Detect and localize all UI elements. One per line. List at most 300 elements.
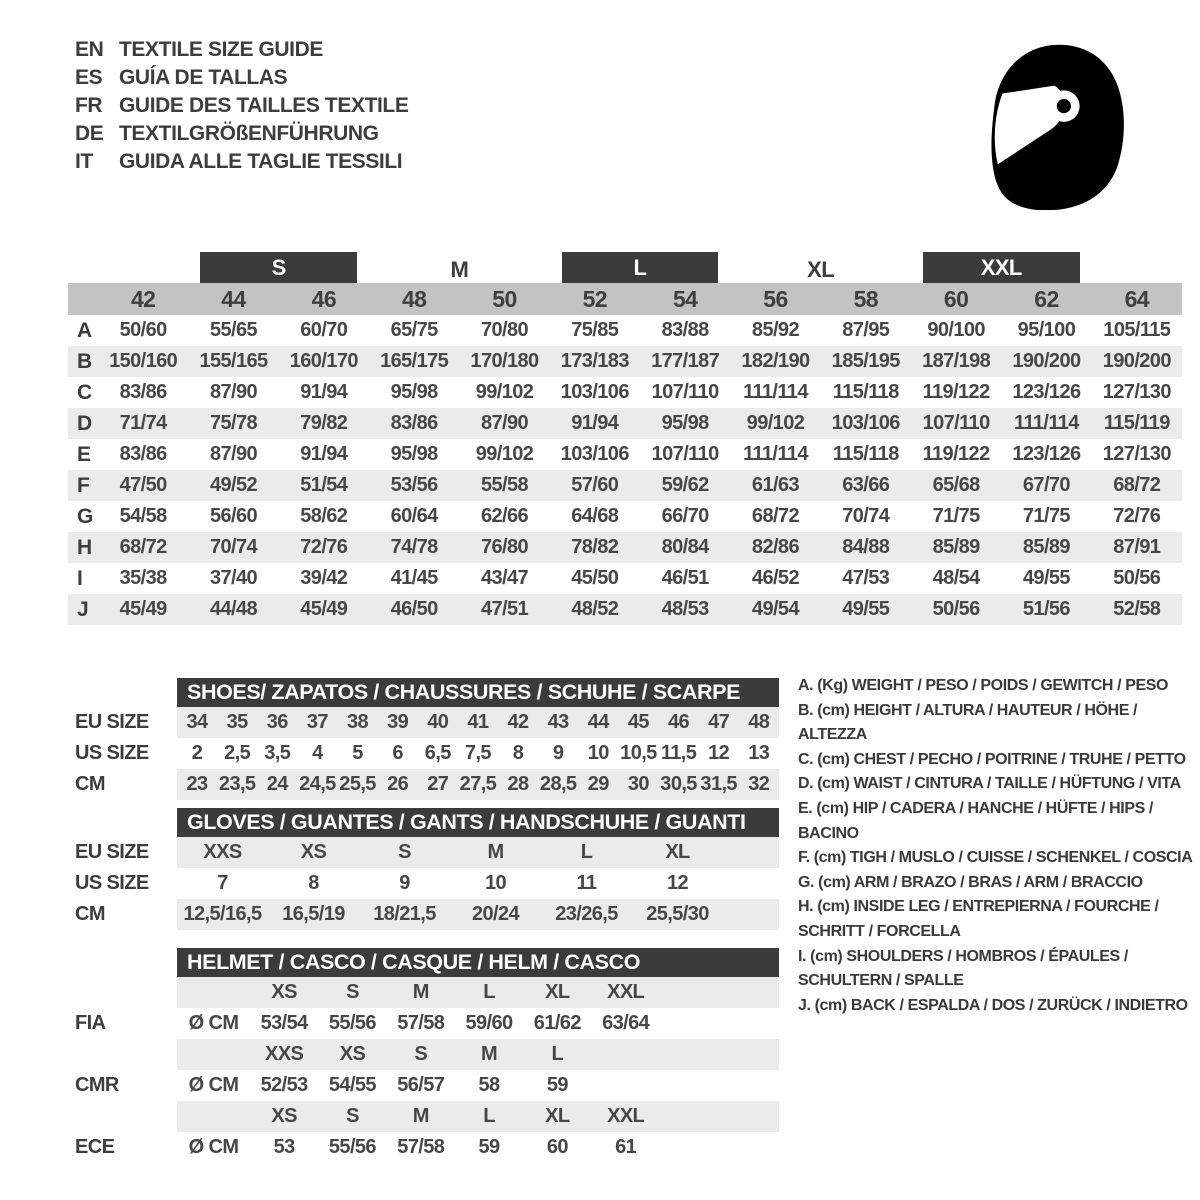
value-cell: 20/24 xyxy=(471,903,520,925)
size-cell: 103/106 xyxy=(560,443,629,465)
size-cell: 87/95 xyxy=(842,319,890,341)
size-cell: 75/85 xyxy=(571,319,619,341)
size-cell: 85/92 xyxy=(751,319,799,341)
value-cell: 3,5 xyxy=(264,742,291,764)
size-cell: 55/58 xyxy=(480,474,528,496)
value-cell: 12,5/16,5 xyxy=(183,903,262,925)
size-cell: 45/50 xyxy=(571,567,619,589)
helmet-size-label: XXS xyxy=(265,1043,304,1065)
helmet-values-band xyxy=(177,1132,779,1163)
size-cell: 99/102 xyxy=(475,443,534,465)
helmet-values-row xyxy=(68,1008,788,1039)
size-cell: 99/102 xyxy=(475,381,534,403)
helmet-sizes-band xyxy=(177,977,779,1008)
gloves-rows xyxy=(68,837,788,930)
size-cell: 85/89 xyxy=(932,536,980,558)
size-cell: 55/65 xyxy=(209,319,258,341)
value-cell: 23,5 xyxy=(218,773,256,795)
value-cell: 38 xyxy=(347,711,369,733)
size-cell: 72/76 xyxy=(1113,505,1161,527)
size-cell: 37/40 xyxy=(209,567,258,589)
size-cell: 51/56 xyxy=(1022,598,1070,620)
row-label: F xyxy=(77,473,90,497)
size-cell: 111/114 xyxy=(1014,412,1079,434)
size-cell: 71/74 xyxy=(119,412,167,434)
value-cell: 6 xyxy=(392,742,403,764)
size-cell: 95/98 xyxy=(661,412,709,434)
size-cell: 41/45 xyxy=(390,567,438,589)
value-cell: 10 xyxy=(484,872,507,894)
size-cell: 44/48 xyxy=(209,598,258,620)
legend-line: H. (cm) INSIDE LEG / ENTREPIERNA / FOURCHE / xyxy=(798,898,1159,916)
diameter-unit-label: Ø CM xyxy=(188,1074,239,1096)
size-cell: 79/82 xyxy=(300,412,348,434)
racing-helmet-icon xyxy=(975,40,1137,210)
value-cell: 28 xyxy=(507,773,529,795)
gloves-band xyxy=(177,868,779,899)
helmet-size-label: XXL xyxy=(607,981,645,1003)
value-cell: 30 xyxy=(627,773,649,795)
shoes-row xyxy=(68,769,788,800)
size-cell: 48/54 xyxy=(932,567,980,589)
value-cell: 16,5/19 xyxy=(282,903,345,925)
helmet-value-cell: 53/54 xyxy=(260,1012,308,1034)
language-code: FR xyxy=(75,94,103,117)
measurement-row xyxy=(68,532,1182,563)
size-cell: 49/55 xyxy=(842,598,890,620)
size-cell: 111/114 xyxy=(743,381,808,403)
size-cell: 127/130 xyxy=(1102,381,1171,403)
size-cell: 150/160 xyxy=(109,350,178,372)
value-cell: 43 xyxy=(547,711,569,733)
value-cell: 31,5 xyxy=(700,773,737,795)
helmet-value-cell: 54/55 xyxy=(328,1074,376,1096)
size-band-m xyxy=(369,252,550,283)
helmet-sizes-band xyxy=(177,1039,779,1070)
helmet-size-label: S xyxy=(346,1105,359,1127)
helmet-size-label: L xyxy=(483,1105,495,1127)
size-cell: 190/200 xyxy=(1102,350,1171,372)
helmet-values-row xyxy=(68,1070,788,1101)
row-label: I xyxy=(77,566,83,590)
size-cell: 173/183 xyxy=(560,350,629,372)
size-cell: 107/110 xyxy=(651,443,719,465)
section-row-label: EU SIZE xyxy=(75,841,149,863)
size-cell: 60/64 xyxy=(390,505,438,527)
column-header: 56 xyxy=(763,285,788,312)
size-cell: 84/88 xyxy=(842,536,890,558)
diameter-unit-label: Ø CM xyxy=(188,1136,239,1158)
measurement-row xyxy=(68,377,1182,408)
value-cell: 39 xyxy=(387,711,409,733)
helmet-standard-label: ECE xyxy=(75,1136,115,1158)
legend-item xyxy=(798,945,1198,994)
language-title: TEXTILE SIZE GUIDE xyxy=(119,38,323,61)
size-cell: 63/66 xyxy=(842,474,890,496)
measurement-row xyxy=(68,594,1182,625)
size-cell: 50/60 xyxy=(119,319,167,341)
legend-line: SCHRITT / FORCELLA xyxy=(798,922,961,940)
legend-line: E. (cm) HIP / CADERA / HANCHE / HÜFTE / HIPS / BACINO xyxy=(798,799,1153,842)
size-cell: 71/75 xyxy=(1022,505,1070,527)
helmet-size-label: XS xyxy=(339,1043,366,1065)
size-cell: 61/63 xyxy=(751,474,799,496)
measurement-legend xyxy=(798,674,1198,1018)
size-band-box: XXL xyxy=(923,252,1080,283)
value-cell: 7,5 xyxy=(464,742,491,764)
size-cell: 87/90 xyxy=(209,443,258,465)
diameter-unit-label: Ø CM xyxy=(188,1012,239,1034)
value-cell: 9 xyxy=(399,872,410,894)
size-cell: 170/180 xyxy=(470,350,539,372)
language-code: IT xyxy=(75,150,93,173)
legend-line: G. (cm) ARM / BRAZO / BRAS / ARM / BRACCIO xyxy=(798,873,1143,891)
size-cell: 91/94 xyxy=(300,443,348,465)
gloves-row xyxy=(68,837,788,868)
column-header: 50 xyxy=(492,285,517,312)
size-cell: 48/53 xyxy=(661,598,709,620)
size-cell: 49/55 xyxy=(1022,567,1070,589)
helmet-size-label: L xyxy=(483,981,495,1003)
value-cell: 40 xyxy=(427,711,449,733)
size-cell: 76/80 xyxy=(480,536,528,558)
size-cell: 70/74 xyxy=(842,505,890,527)
size-cell: 43/47 xyxy=(480,567,528,589)
value-cell: 4 xyxy=(312,742,323,764)
value-cell: 34 xyxy=(186,711,208,733)
language-row xyxy=(75,64,408,92)
size-cell: 87/90 xyxy=(480,412,528,434)
size-cell: 70/74 xyxy=(209,536,258,558)
legend-item xyxy=(798,674,1198,699)
size-cell: 187/198 xyxy=(922,350,991,372)
size-cell: 48/52 xyxy=(571,598,619,620)
value-cell: 2 xyxy=(191,742,203,764)
value-cell: M xyxy=(487,841,504,863)
gloves-band xyxy=(177,899,779,930)
value-cell: 23 xyxy=(186,773,208,795)
measurement-row xyxy=(68,563,1182,594)
helmet-size-label: XS xyxy=(271,1105,297,1127)
size-cell: 103/106 xyxy=(560,381,629,403)
value-cell: 24,5 xyxy=(299,773,336,795)
helmet-value-cell: 52/53 xyxy=(260,1074,308,1096)
value-cell: 9 xyxy=(552,742,564,764)
size-cell: 65/68 xyxy=(932,474,980,496)
size-cell: 50/56 xyxy=(932,598,980,620)
value-cell: 48 xyxy=(748,711,770,733)
measurement-row xyxy=(68,501,1182,532)
value-cell: 37 xyxy=(306,711,328,733)
size-cell: 46/50 xyxy=(390,598,438,620)
section-row-label: US SIZE xyxy=(75,742,149,764)
value-cell: 25,5/30 xyxy=(646,903,709,925)
value-cell: L xyxy=(580,841,593,863)
section-row-label: EU SIZE xyxy=(75,711,149,733)
size-cell: 115/118 xyxy=(832,443,899,465)
size-cell: 47/53 xyxy=(842,567,890,589)
value-cell: 5 xyxy=(352,742,363,764)
size-cell: 65/75 xyxy=(390,319,438,341)
helmet-value-cell: 61 xyxy=(615,1136,637,1158)
size-cell: 74/78 xyxy=(390,536,438,558)
row-label: G xyxy=(77,504,93,528)
size-cell: 87/90 xyxy=(209,381,258,403)
helmet-standard-label: CMR xyxy=(75,1074,119,1096)
size-cell: 54/58 xyxy=(119,505,167,527)
size-cell: 68/72 xyxy=(751,505,799,527)
legend-line: A. (Kg) WEIGHT / PESO / POIDS / GEWITCH / PESO xyxy=(798,677,1169,694)
helmet-section xyxy=(68,948,788,1163)
helmet-value-cell: 58 xyxy=(478,1074,500,1096)
value-cell: 13 xyxy=(748,742,770,764)
legend-line: F. (cm) TIGH / MUSLO / CUISSE / SCHENKEL / COSCIA xyxy=(798,849,1193,867)
helmet-sizes-row xyxy=(68,1039,788,1070)
legend-line: D. (cm) WAIST / CINTURA / TAILLE / HÜFTUNG / VITA xyxy=(798,775,1181,793)
value-cell: 30,5 xyxy=(660,773,697,795)
helmet-sizes-band xyxy=(177,1101,779,1132)
value-cell: 11 xyxy=(576,872,597,894)
value-cell: 8 xyxy=(308,872,319,894)
size-band-l xyxy=(550,252,731,283)
size-band-s xyxy=(188,252,369,283)
value-cell: 10 xyxy=(587,742,609,764)
legend-item xyxy=(798,748,1198,773)
value-cell: 36 xyxy=(266,711,288,733)
row-label: D xyxy=(77,411,92,435)
size-cell: 115/119 xyxy=(1103,412,1170,434)
size-cell: 160/170 xyxy=(289,350,358,372)
helmet-size-label: XL xyxy=(545,981,570,1003)
helmet-size-label: XL xyxy=(545,1105,570,1127)
value-cell: 32 xyxy=(748,773,770,795)
size-cell: 72/76 xyxy=(300,536,348,558)
size-cell: 59/62 xyxy=(661,474,709,496)
size-cell: 82/86 xyxy=(751,536,799,558)
legend-item xyxy=(798,846,1198,871)
helmet-values-band xyxy=(177,1008,779,1039)
size-cell: 119/122 xyxy=(922,381,990,403)
column-header: 44 xyxy=(221,285,246,312)
language-row xyxy=(75,36,408,64)
measurement-row xyxy=(68,470,1182,501)
size-band-row xyxy=(68,252,1182,283)
size-cell: 56/60 xyxy=(209,505,258,527)
language-code: DE xyxy=(75,122,104,145)
size-cell: 177/187 xyxy=(651,350,720,372)
size-cell: 119/122 xyxy=(922,443,990,465)
helmet-size-label: XXL xyxy=(607,1105,645,1127)
size-cell: 90/100 xyxy=(927,319,985,341)
value-cell: 46 xyxy=(668,711,690,733)
value-cell: 27,5 xyxy=(459,773,497,795)
measurement-row xyxy=(68,346,1182,377)
size-cell: 91/94 xyxy=(300,381,348,403)
main-table-body xyxy=(68,252,1182,625)
language-title: GUÍA DE TALLAS xyxy=(119,66,288,89)
size-cell: 80/84 xyxy=(661,536,709,558)
helmet-value-cell: 55/56 xyxy=(328,1136,376,1158)
gloves-title-bar: GLOVES / GUANTES / GANTS / HANDSCHUHE / GUANTI xyxy=(177,808,779,837)
section-row-label: US SIZE xyxy=(75,872,149,894)
size-cell: 91/94 xyxy=(571,412,619,434)
shoes-title-bar: SHOES/ ZAPATOS / CHAUSSURES / SCHUHE / SCARPE xyxy=(177,678,779,707)
helmet-size-label: M xyxy=(481,1043,498,1065)
value-cell: 41 xyxy=(467,711,489,733)
size-cell: 87/91 xyxy=(1113,536,1161,558)
size-cell: 155/165 xyxy=(199,350,268,372)
size-band-box: L xyxy=(562,252,719,283)
shoes-row xyxy=(68,738,788,769)
gloves-band xyxy=(177,837,779,868)
size-cell: 71/75 xyxy=(932,505,980,527)
size-cell: 115/118 xyxy=(832,381,899,403)
value-cell: XXS xyxy=(203,841,242,863)
size-cell: 85/89 xyxy=(1022,536,1070,558)
size-cell: 107/110 xyxy=(922,412,990,434)
row-label: B xyxy=(77,349,92,373)
size-cell: 49/54 xyxy=(751,598,799,620)
legend-line: C. (cm) CHEST / PECHO / POITRINE / TRUHE / PETTO xyxy=(798,750,1186,768)
size-cell: 78/82 xyxy=(571,536,619,558)
column-header-spacer xyxy=(68,283,98,315)
column-header: 52 xyxy=(582,285,607,312)
language-title: GUIDA ALLE TAGLIE TESSILI xyxy=(119,150,403,173)
row-label: H xyxy=(77,535,92,559)
helmet-value-cell: 56/57 xyxy=(397,1074,445,1096)
size-cell: 66/70 xyxy=(661,505,709,527)
size-cell: 123/126 xyxy=(1012,381,1081,403)
size-cell: 83/86 xyxy=(390,412,438,434)
shoes-rows xyxy=(68,707,788,800)
size-cell: 62/66 xyxy=(480,505,528,527)
size-cell: 103/106 xyxy=(831,412,900,434)
helmet-value-cell: 59 xyxy=(546,1074,568,1096)
shoes-section xyxy=(68,678,788,800)
size-cell: 46/52 xyxy=(751,567,799,589)
size-cell: 190/200 xyxy=(1012,350,1081,372)
helmet-sizes-row xyxy=(68,1101,788,1132)
size-cell: 58/62 xyxy=(300,505,348,527)
size-band-spacer xyxy=(1092,252,1182,283)
value-cell: 27 xyxy=(427,773,449,795)
legend-item xyxy=(798,994,1198,1019)
value-cell: 2,5 xyxy=(224,742,251,764)
size-cell: 67/70 xyxy=(1022,474,1070,496)
language-code: ES xyxy=(75,66,103,89)
size-cell: 185/195 xyxy=(831,350,900,372)
size-cell: 70/80 xyxy=(480,319,528,341)
language-row xyxy=(75,92,408,120)
measurement-row xyxy=(68,439,1182,470)
size-cell: 39/42 xyxy=(300,567,348,589)
helmet-value-cell: 60 xyxy=(546,1136,568,1158)
value-cell: 25,5 xyxy=(339,773,376,795)
value-cell: 6,5 xyxy=(424,742,451,764)
column-header: 48 xyxy=(401,285,427,312)
gloves-row xyxy=(68,899,788,930)
column-header: 58 xyxy=(853,285,878,312)
size-cell: 127/130 xyxy=(1102,443,1171,465)
helmet-size-label: S xyxy=(346,981,359,1003)
size-cell: 60/70 xyxy=(300,319,348,341)
shoes-band xyxy=(177,707,779,738)
gloves-row xyxy=(68,868,788,899)
size-cell: 107/110 xyxy=(651,381,719,403)
legend-item xyxy=(798,797,1198,846)
section-row-label: CM xyxy=(75,773,105,795)
column-header: 62 xyxy=(1034,285,1059,312)
helmet-value-cell: 59/60 xyxy=(465,1012,513,1034)
shoes-row xyxy=(68,707,788,738)
size-band-label: XL xyxy=(807,257,835,282)
value-cell: 24 xyxy=(266,773,288,795)
helmet-size-label: M xyxy=(412,1105,429,1127)
legend-item xyxy=(798,699,1198,748)
size-cell: 49/52 xyxy=(209,474,258,496)
size-cell: 99/102 xyxy=(746,412,805,434)
size-cell: 165/175 xyxy=(380,350,449,372)
language-row xyxy=(75,148,408,176)
language-list xyxy=(75,36,408,176)
size-cell: 83/86 xyxy=(119,381,167,403)
measurement-row xyxy=(68,408,1182,439)
size-cell: 53/56 xyxy=(390,474,438,496)
size-cell: 111/114 xyxy=(743,443,808,465)
value-cell: 23/26,5 xyxy=(555,903,618,925)
apparel-size-table xyxy=(68,252,1182,625)
helmet-value-cell: 57/58 xyxy=(397,1012,445,1034)
helmet-value-cell: 59 xyxy=(478,1136,500,1158)
column-header: 42 xyxy=(130,285,156,312)
helmet-title-bar: HELMET / CASCO / CASQUE / HELM / CASCO xyxy=(177,948,779,977)
value-cell: 45 xyxy=(627,711,649,733)
size-cell: 35/38 xyxy=(119,567,167,589)
helmet-value-cell: 55/56 xyxy=(328,1012,376,1034)
row-label: J xyxy=(77,597,89,621)
value-cell: 18/21,5 xyxy=(373,903,436,925)
value-cell: XS xyxy=(300,841,327,863)
size-band-xl xyxy=(730,252,911,283)
value-cell: S xyxy=(398,841,411,863)
size-band-box: S xyxy=(200,252,357,283)
column-header: 46 xyxy=(311,285,337,312)
size-cell: 68/72 xyxy=(119,536,167,558)
helmet-value-cell: 63/64 xyxy=(602,1012,650,1034)
value-cell: 8 xyxy=(512,742,524,764)
helmet-standard-label: FIA xyxy=(75,1012,106,1034)
helmet-size-label: S xyxy=(414,1043,428,1065)
legend-item xyxy=(798,871,1198,896)
legend-line: SCHULTERN / SPALLE xyxy=(798,972,964,990)
size-cell: 46/51 xyxy=(661,567,709,589)
language-code: EN xyxy=(75,38,104,61)
helmet-value-cell: 57/58 xyxy=(397,1136,445,1158)
value-cell: 28,5 xyxy=(539,773,577,795)
size-cell: 64/68 xyxy=(571,505,619,527)
size-cell: 47/51 xyxy=(480,598,528,620)
size-cell: 45/49 xyxy=(119,598,167,620)
value-cell: 12 xyxy=(708,742,730,764)
size-cell: 95/100 xyxy=(1017,319,1076,341)
helmet-values-band xyxy=(177,1070,779,1101)
row-label: E xyxy=(77,442,91,466)
legend-line: I. (cm) SHOULDERS / HOMBROS / ÉPAULES / xyxy=(798,947,1128,965)
helmet-sizes-row xyxy=(68,977,788,1008)
legend-item xyxy=(798,895,1198,944)
size-cell: 52/58 xyxy=(1113,598,1161,620)
row-label: A xyxy=(77,318,92,342)
